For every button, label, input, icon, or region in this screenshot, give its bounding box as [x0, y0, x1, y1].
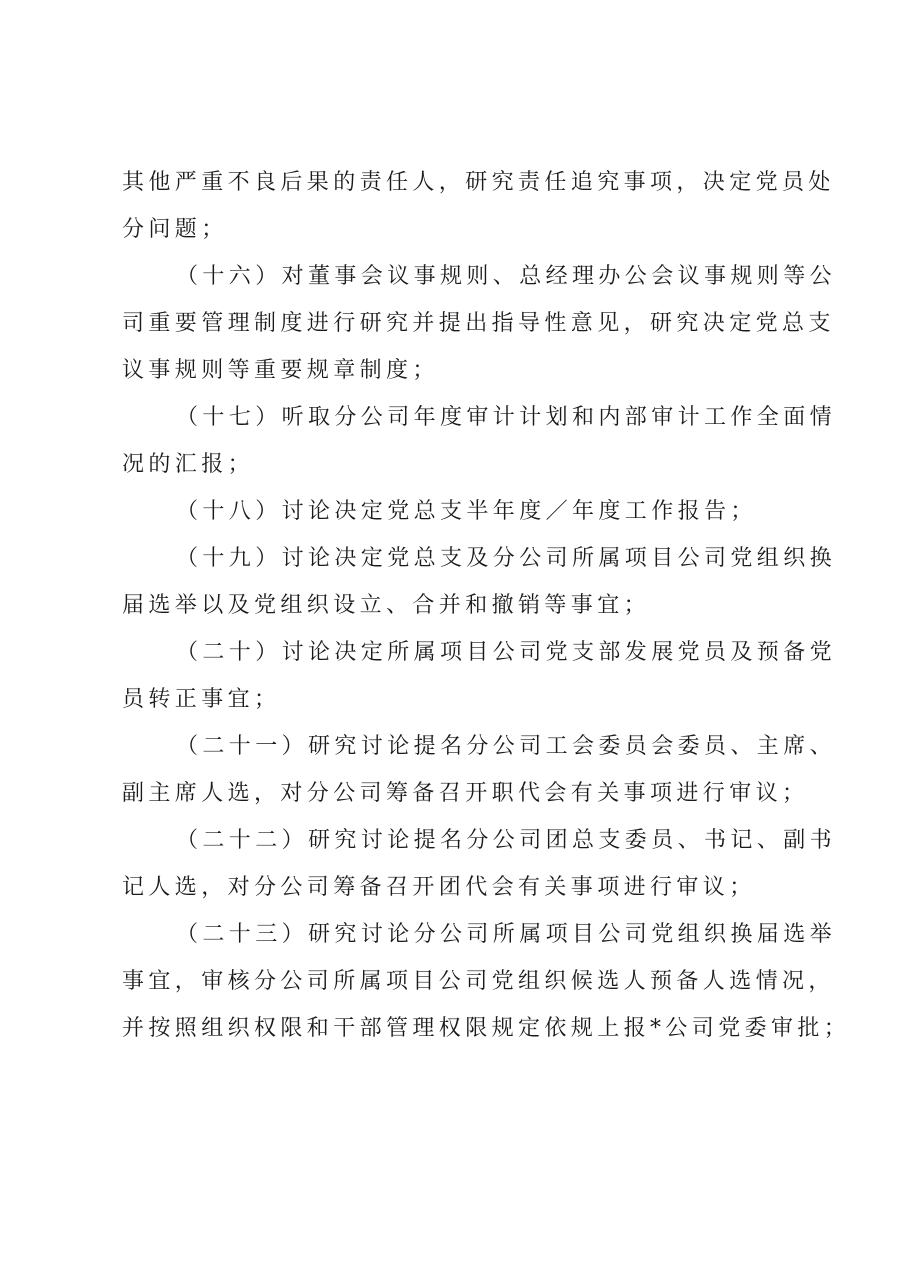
paragraph-start-line: （二十）讨论决定所属项目公司党支部发展党员及预备党 — [176, 640, 837, 665]
text-line: 并按照组织权限和干部管理权限规定依规上报*公司党委审批； — [122, 1016, 851, 1041]
paragraph-start-line: （二十一）研究讨论提名分公司工会委员会委员、主席、 — [176, 734, 837, 759]
text-line: 其他严重不良后果的责任人，研究责任追究事项，决定党员处 — [122, 170, 835, 195]
text-line: 记人选，对分公司筹备召开团代会有关事项进行审议； — [122, 875, 756, 900]
paragraph-start-line: （十七）听取分公司年度审计计划和内部审计工作全面情 — [176, 405, 837, 430]
text-line: 届选举以及党组织设立、合并和撤销等事宜； — [122, 593, 651, 618]
text-line: 员转正事宜； — [122, 687, 281, 712]
text-line: 事宜，审核分公司所属项目公司党组织候选人预备人选情况， — [122, 969, 835, 994]
text-line: 分问题； — [122, 217, 228, 242]
text-line: 司重要管理制度进行研究并提出指导性意见，研究决定党总支 — [122, 311, 835, 336]
text-line: 况的汇报； — [122, 452, 255, 477]
text-line: 议事规则等重要规章制度； — [122, 358, 439, 383]
paragraph-start-line: （十九）讨论决定党总支及分公司所属项目公司党组织换 — [176, 546, 837, 571]
text-line: 副主席人选，对分公司筹备召开职代会有关事项进行审议； — [122, 781, 809, 806]
paragraph-start-line: （十六）对董事会议事规则、总经理办公会议事规则等公 — [176, 264, 837, 289]
paragraph-start-line: （十八）讨论决定党总支半年度／年度工作报告； — [176, 499, 757, 524]
paragraph-start-line: （二十三）研究讨论分公司所属项目公司党组织换届选举 — [176, 922, 837, 947]
paragraph-start-line: （二十二）研究讨论提名分公司团总支委员、书记、副书 — [176, 828, 837, 853]
